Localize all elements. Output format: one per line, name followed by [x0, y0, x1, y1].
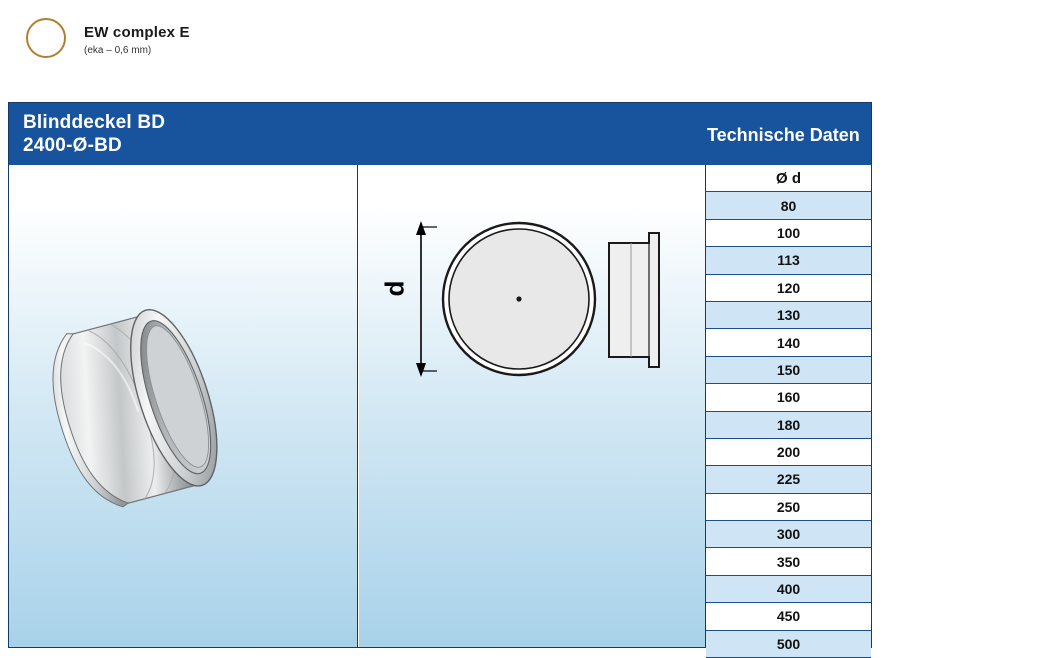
- table-row: [706, 438, 871, 465]
- diameter-value: 100: [706, 219, 871, 246]
- blinddeckel-product-photo: [9, 165, 357, 647]
- product-title: Blinddeckel BD: [23, 112, 166, 133]
- diameter-value: 160: [706, 384, 871, 411]
- table-row: [706, 521, 871, 548]
- table-row: [706, 247, 871, 274]
- table-row: [706, 274, 871, 301]
- diameter-value: 180: [706, 411, 871, 438]
- diameter-table: [706, 165, 871, 658]
- dimension-label-d: d: [379, 280, 410, 297]
- diameter-value: 250: [706, 493, 871, 520]
- diameter-value: 400: [706, 575, 871, 602]
- table-row: [706, 219, 871, 246]
- table-row: [706, 384, 871, 411]
- table-row: [706, 548, 871, 575]
- diameter-value: 80: [706, 192, 871, 219]
- product-code: 2400-Ø-BD: [23, 135, 122, 156]
- diameter-value: 350: [706, 548, 871, 575]
- diameter-value: 200: [706, 438, 871, 465]
- technical-data-title: Technische Daten: [707, 125, 860, 145]
- diameter-value: 500: [706, 630, 871, 657]
- brand-subtitle: (eka – 0,6 mm): [84, 45, 152, 56]
- diameter-value: 450: [706, 603, 871, 630]
- brand-header: [0, 0, 1049, 100]
- technical-data-table: [706, 165, 871, 652]
- diameter-value: 130: [706, 301, 871, 328]
- table-row: [706, 630, 871, 657]
- diameter-value: 225: [706, 466, 871, 493]
- technical-drawing-graphic: [359, 165, 705, 647]
- technical-drawing: [359, 165, 705, 647]
- table-row: [706, 329, 871, 356]
- table-row: [706, 493, 871, 520]
- product-photo-graphic: [9, 165, 357, 647]
- table-header-row: [706, 165, 871, 192]
- table-row: [706, 301, 871, 328]
- diameter-value: 140: [706, 329, 871, 356]
- circle-outline-icon: [26, 18, 66, 58]
- table-header-cell: Ø d: [706, 165, 871, 192]
- table-row: [706, 356, 871, 383]
- table-row: [706, 466, 871, 493]
- table-row: [706, 603, 871, 630]
- brand-title: EW complex E: [84, 24, 190, 41]
- table-row: [706, 411, 871, 438]
- diameter-value: 300: [706, 521, 871, 548]
- diameter-value: 150: [706, 356, 871, 383]
- panel-content: [9, 165, 871, 652]
- table-row: [706, 192, 871, 219]
- table-row: [706, 575, 871, 602]
- product-datasheet-panel: [8, 102, 872, 652]
- panel-title-bar: [9, 103, 871, 165]
- diameter-value: 120: [706, 274, 871, 301]
- diameter-value: 113: [706, 247, 871, 274]
